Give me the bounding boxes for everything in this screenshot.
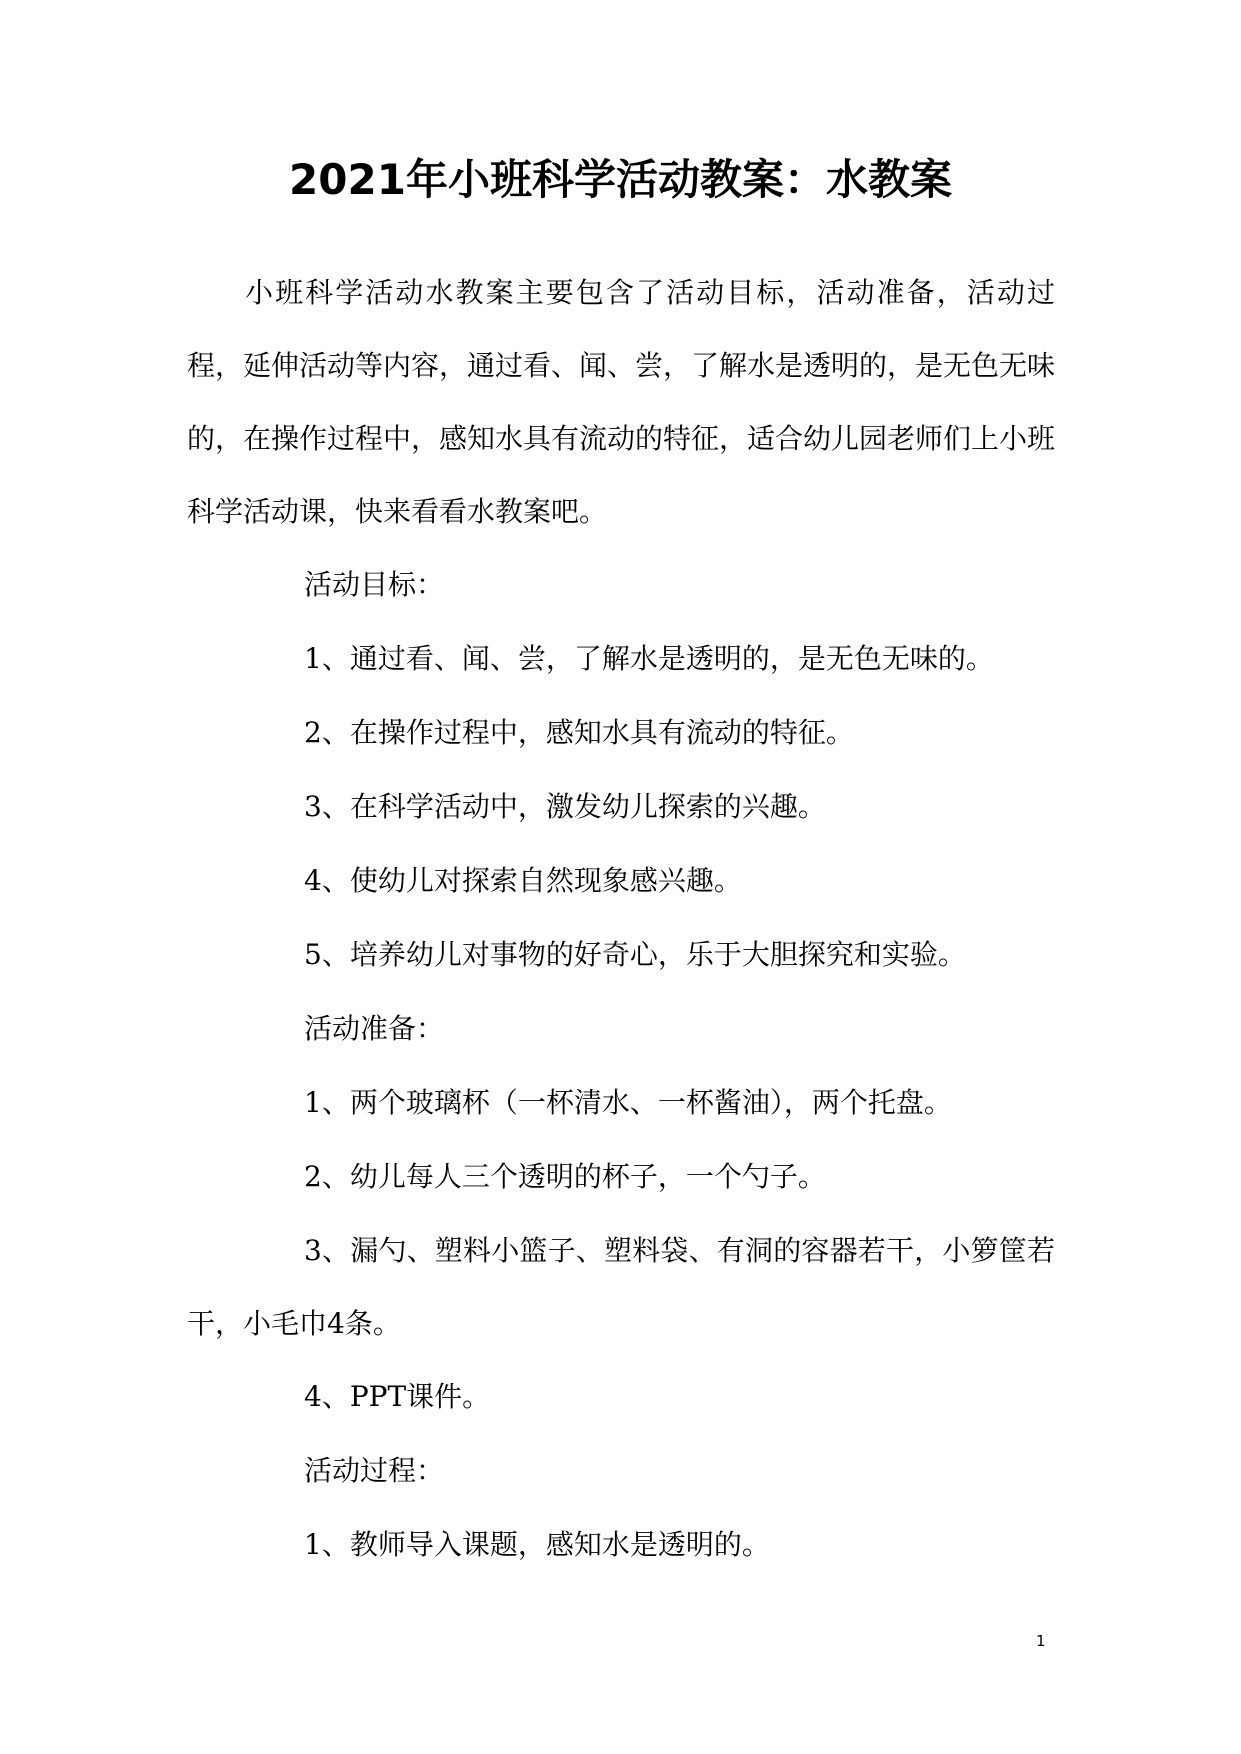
goal-item: 4、使幼儿对探索自然现象感兴趣。 [304,864,742,897]
page-number: 1 [1036,1632,1046,1650]
preparation-item: 2、幼儿每人三个透明的杯子，一个勺子。 [304,1160,826,1193]
goal-item: 5、培养幼儿对事物的好奇心，乐于大胆探究和实验。 [304,938,966,971]
goals-heading: 活动目标： [304,568,445,601]
document-body [187,256,1055,1582]
preparation-item: 4、PPT课件。 [304,1380,491,1413]
preparation-item: 3、漏勺、塑料小篮子、塑料袋、有洞的容器若干，小箩筐若干，小毛巾4条。 [187,1234,1055,1340]
intro-paragraph: 小班科学活动水教案主要包含了活动目标，活动准备，活动过程，延伸活动等内容，通过看、闻、尝，了解水是透明的，是无色无味的，在操作过程中，感知水具有流动的特征，适合幼儿园老师们上小班科学活动课，快来看看水教案吧。 [187,276,1056,528]
process-item: 1、教师导入课题，感知水是透明的。 [304,1528,770,1561]
process-heading: 活动过程： [304,1454,445,1487]
page-title: 2021年小班科学活动教案：水教案 [289,155,952,204]
goal-item: 2、在操作过程中，感知水具有流动的特征。 [304,716,854,749]
goal-item: 3、在科学活动中，激发幼儿探索的兴趣。 [304,790,826,823]
preparation-heading: 活动准备： [304,1012,445,1045]
preparation-item: 1、两个玻璃杯（一杯清水、一杯酱油），两个托盘。 [304,1086,952,1119]
goal-item: 1、通过看、闻、尝，了解水是透明的，是无色无味的。 [304,642,994,675]
